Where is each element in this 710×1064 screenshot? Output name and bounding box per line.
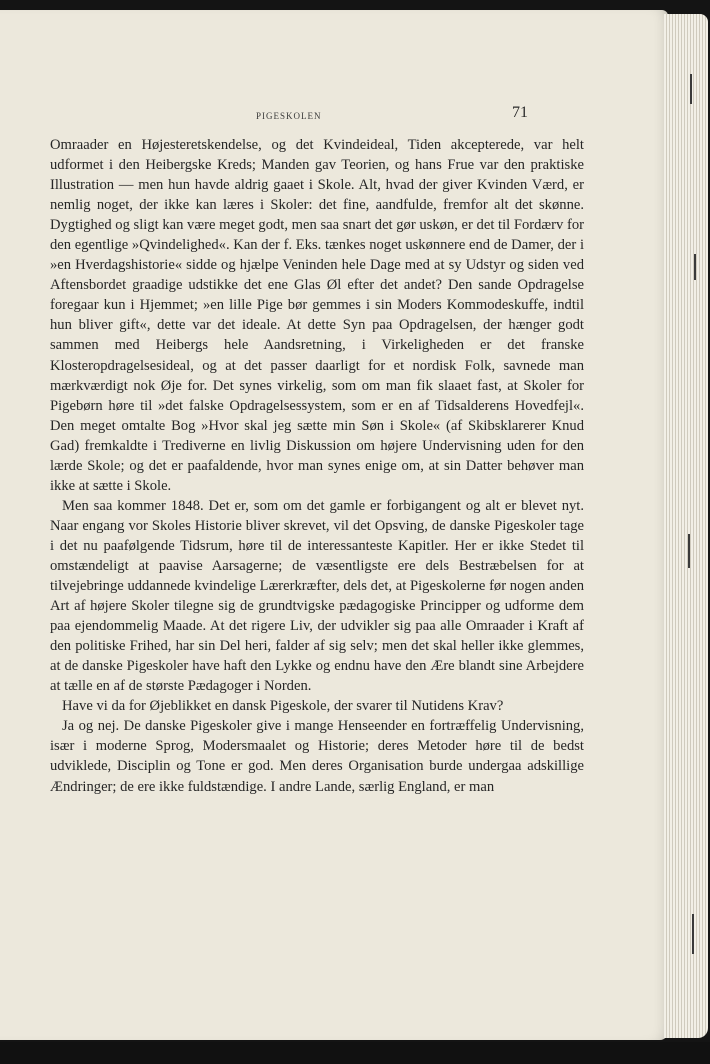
book-page — [0, 10, 668, 1040]
paragraph-4: Ja og nej. De danske Pigeskoler give i mange Henseender en fortræffelig Undervisning, især i moderne Sprog, Modersmaalet og Historie; deres Metoder høre til de bedst udviklede, Disciplin og Tone er god. Men deres Organisation burde undergaa adskillige Ændringer; de ere ikke fuldstændige. I andre Lande, særlig England, er man — [50, 718, 584, 795]
paragraph-1: Omraader en Højesteretskendelse, og det Kvindeideal, Tiden akcepterede, var helt udformet i den Heibergske Kreds; Manden gav Teorien, og hans Frue var den praktiske Illustration — men hun havde aldrig gaaet i Skole. Alt, hvad der giver Kvinden Værd, er nemlig noget, der ikke kan læres i Skoler: det fine, aandfulde, fremfor alt det skønne. Dygtighed og sligt kan være meget godt, men saa snart det gør uskøn, er det til Fordærv for den egentlige »Qvindelighed«. Kan der f. Eks. tænkes noget uskønnere end de Damer, der i »en Hverdagshistorie« sidde og hjælpe Veninden hele Dage med at sy Udstyr og siden ved Aftensbordet graadige udstikke det ene Glas Øl efter det andet? Den sande Opdragelse foregaar kun i Hjemmet; »en lille Pige bør gemmes i sin Moders Kommodeskuffe, indtil hun bliver gift«, dette var det ideale. At dette Syn paa Opdragelsen, der hænger godt sammen med Heibergs hele Aandsretning, i Virkeligheden er det franske Klosteropdragelsesideal, og at det passer daarligt for et nordisk Folk, savnede man mærkværdigt nok Øje for. Det synes virkelig, som om man fik slaaet fast, at Skoler for Pigebørn høre til »det falske Opdragelsessystem, som er en af Tidsalderens Hovedfejl«. Den meget omtalte Bog »Hvor skal jeg sætte min Søn i Skole« (af Skibsklarerer Knud Gad) fremkaldte i Trediverne en livlig Diskussion om højere Undervisning uden for den lærde Skole; og det er paafaldende, hvor man synes enige om, at sin Datter behøver man ikke at sætte i Skole. — [50, 137, 584, 494]
running-head: PIGESKOLEN — [256, 111, 322, 121]
page-number: 71 — [512, 104, 528, 121]
paragraph-2: Men saa kommer 1848. Det er, som om det gamle er forbigangent og alt er blevet nyt. Naar engang vor Skoles Historie bliver skrevet, vil det Opsving, de danske Pigeskoler tage i det nu paafølgende Tidsrum, høre til de interessanteste Kapitler. Her er ikke Stedet til omstændeligt at paavise Aarsagerne; de væsentligste ere dels Bestræbelsen for at tilvejebringe uddannede kvindelige Lærerkræfter, dels det, at Pigeskolerne før nogen anden Art af højere Skoler tilegne sig de grundtvigske pædagogiske Principper og udforme dem paa ejendommelig Maade. At det rigere Liv, der udvikler sig paa alle Omraader i Kraft af den politiske Frihed, har sin Del heri, falder af sig selv; men det skal heller ikke glemmes, at de danske Pigeskoler have haft den Lykke og endnu have den Ære blandt sine Arbejdere at tælle en af de største Pædagoger i Norden. — [50, 497, 584, 695]
page-stack-edge — [664, 14, 708, 1038]
scan-background — [0, 1042, 710, 1064]
body-text — [50, 135, 584, 797]
paragraph-3: Have vi da for Øjeblikket en dansk Pigeskole, der svarer til Nutidens Krav? — [62, 698, 504, 715]
